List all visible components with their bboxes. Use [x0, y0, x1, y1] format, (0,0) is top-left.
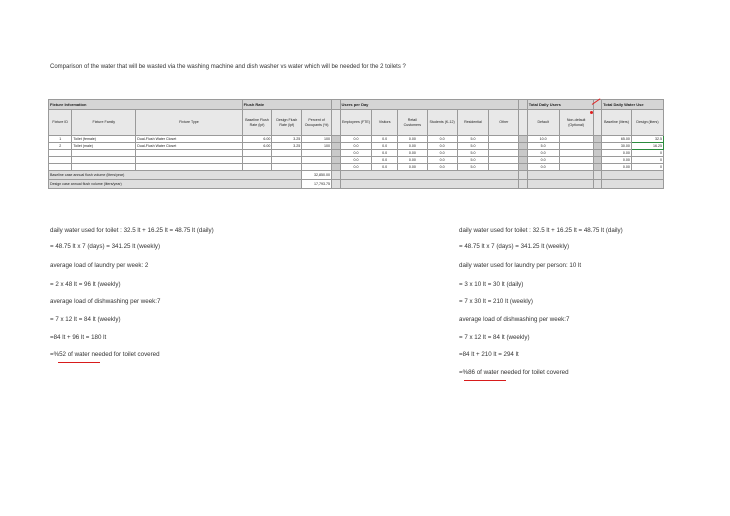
table-cell[interactable]: 3.25 [272, 136, 302, 143]
table-row [49, 143, 664, 150]
left-calc-line: = 7 x 12 lt = 84 lt (weekly) [50, 316, 121, 323]
table-cell[interactable] [72, 164, 136, 171]
table-cell[interactable] [49, 157, 72, 164]
left-calc-line: daily water used for toilet : 32.5 lt + 16.25 lt = 48.75 lt (daily) [50, 227, 214, 234]
table-cell[interactable] [72, 157, 136, 164]
table-cell[interactable]: 6.00 [242, 136, 272, 143]
table-cell[interactable] [272, 150, 302, 157]
summary-value[interactable]: 17,793.75 [302, 180, 332, 189]
table-cell[interactable]: 0.0 [372, 157, 398, 164]
table-cell[interactable]: 0.00 [397, 143, 427, 150]
table-cell[interactable]: 32.5 [631, 136, 663, 143]
table-cell[interactable]: 0.00 [397, 164, 427, 171]
table-cell[interactable] [559, 164, 593, 171]
group-users: Users per Day [340, 100, 519, 110]
table-cell[interactable]: 0.0 [527, 150, 559, 157]
summary-label: Baseline case annual flush volume (liters/year) [49, 171, 302, 180]
group-header-row [49, 100, 664, 110]
right-calc-line: = 7 x 12 lt = 84 lt (weekly) [459, 334, 530, 341]
table-cell[interactable]: 0.0 [340, 157, 372, 164]
table-cell[interactable]: Dual-Flush Water Closet [136, 143, 242, 150]
water-use-worksheet [48, 99, 664, 189]
table-cell[interactable] [559, 143, 593, 150]
table-cell[interactable]: 0.00 [602, 164, 632, 171]
right-calc-line: = 48.75 lt x 7 (days) = 341.25 lt (weekly) [459, 243, 570, 250]
col-design-rate: Design Flush Rate (lpf) [272, 110, 302, 136]
column-header-row [49, 110, 664, 136]
table-cell[interactable]: 5.0 [457, 157, 489, 164]
table-cell[interactable]: 0.0 [340, 143, 372, 150]
table-cell[interactable] [49, 150, 72, 157]
table-cell[interactable] [559, 150, 593, 157]
table-cell[interactable]: 0 [631, 157, 663, 164]
table-cell[interactable]: 0.0 [427, 157, 457, 164]
table-row [49, 136, 664, 143]
col-retail: Retail Customers [397, 110, 427, 136]
table-cell[interactable]: 5.0 [527, 143, 559, 150]
summary-label: Design case annual flush volume (liters/year) [49, 180, 302, 189]
table-cell[interactable] [489, 143, 519, 150]
left-calc-line: average load of laundry per week: 2 [50, 262, 149, 269]
group-flush: Flush Rate [242, 100, 331, 110]
right-calc-line: average load of dishwashing per week:7 [459, 316, 570, 323]
right-calc-line: daily water used for laundry per person: 10 lt [459, 262, 582, 269]
table-row [49, 164, 664, 171]
group-total-users: Total Daily Users [527, 100, 593, 110]
group-fixture: Fixture Information [49, 100, 243, 110]
table-cell[interactable]: Toilet (male) [72, 143, 136, 150]
right-calc-line: daily water used for toilet : 32.5 lt + 16.25 lt = 48.75 lt (daily) [459, 227, 623, 234]
table-cell[interactable] [242, 150, 272, 157]
table-cell[interactable]: 16.25 [631, 143, 663, 150]
table-cell[interactable] [489, 157, 519, 164]
right-calc-line: = 7 x 30 lt = 210 lt (weekly) [459, 298, 533, 305]
col-percent: Percent of Occupants (%) [302, 110, 332, 136]
annotation-dot [590, 111, 593, 114]
table-cell[interactable]: 0.0 [340, 164, 372, 171]
table-cell[interactable]: 0.0 [427, 143, 457, 150]
col-baseline-rate: Baseline Flush Rate (lpf) [242, 110, 272, 136]
table-cell[interactable]: 100 [302, 143, 332, 150]
summary-row [49, 180, 664, 189]
table-cell[interactable]: 0.00 [602, 150, 632, 157]
table-cell[interactable]: 0.0 [427, 164, 457, 171]
table-cell[interactable]: 0.00 [602, 157, 632, 164]
table-cell[interactable] [559, 157, 593, 164]
table-cell[interactable]: 5.0 [457, 164, 489, 171]
left-calc-line: =84 lt + 96 lt = 180 lt [50, 334, 107, 341]
table-cell[interactable] [49, 164, 72, 171]
table-cell[interactable] [136, 164, 242, 171]
table-cell[interactable] [136, 157, 242, 164]
table-cell[interactable]: 0.0 [372, 164, 398, 171]
table-cell[interactable]: 65.00 [602, 136, 632, 143]
table-cell[interactable]: 3.25 [272, 143, 302, 150]
table-cell[interactable] [559, 136, 593, 143]
col-nondefault: Non-default (Optional) [559, 110, 593, 136]
table-cell[interactable]: 0.00 [397, 150, 427, 157]
col-type: Fixture Type [136, 110, 242, 136]
table-cell[interactable]: 0.00 [397, 136, 427, 143]
table-cell[interactable]: Toilet (female) [72, 136, 136, 143]
table-cell[interactable]: 0.0 [527, 164, 559, 171]
table-cell[interactable] [489, 164, 519, 171]
table-cell[interactable] [242, 157, 272, 164]
group-total-water: Total Daily Water Use [602, 100, 664, 110]
table-row [49, 157, 664, 164]
table-cell[interactable] [302, 157, 332, 164]
table-cell[interactable]: 2 [49, 143, 72, 150]
table-cell[interactable]: 0.0 [527, 157, 559, 164]
table-cell[interactable]: 0.0 [340, 136, 372, 143]
left-calc-line: = 2 x 48 lt = 96 lt (weekly) [50, 281, 121, 288]
col-other: Other [489, 110, 519, 136]
col-baseline-liters: Baseline (liters) [602, 110, 632, 136]
col-design-liters: Design (liters) [631, 110, 663, 136]
summary-value[interactable]: 32,850.00 [302, 171, 332, 180]
table-cell[interactable] [302, 150, 332, 157]
table-cell[interactable]: 0.0 [340, 150, 372, 157]
col-family: Fixture Family [72, 110, 136, 136]
table-cell[interactable] [72, 150, 136, 157]
table-cell[interactable]: 1 [49, 136, 72, 143]
table-cell[interactable]: 0 [631, 164, 663, 171]
table-cell[interactable] [272, 157, 302, 164]
table-cell[interactable] [242, 164, 272, 171]
left-calc-line: = 48.75 lt x 7 (days) = 341.25 lt (weekly) [50, 243, 161, 250]
table-cell[interactable] [136, 150, 242, 157]
col-fixture-id: Fixture ID [49, 110, 72, 136]
left-calc-line: =%52 of water needed for toilet covered [50, 351, 160, 358]
table-cell[interactable]: 0 [631, 150, 663, 157]
table-cell[interactable]: 5.0 [457, 136, 489, 143]
col-employees: Employees (FTE) [340, 110, 372, 136]
table-cell[interactable]: 0.00 [397, 157, 427, 164]
table-cell[interactable]: 0.0 [427, 136, 457, 143]
col-visitors: Visitors [372, 110, 398, 136]
table-cell[interactable]: 0.0 [372, 136, 398, 143]
right-calc-line: =%86 of water needed for toilet covered [459, 369, 569, 376]
left-calc-line: average load of dishwashing per week:7 [50, 298, 161, 305]
summary-row [49, 171, 664, 180]
right-calc-line: =84 lt + 210 lt = 294 lt [459, 351, 519, 358]
table-cell[interactable]: 0.0 [372, 150, 398, 157]
table-cell[interactable] [272, 164, 302, 171]
table-cell[interactable]: 0.0 [427, 150, 457, 157]
highlight-underline [58, 362, 100, 363]
table-cell[interactable]: 5.0 [457, 150, 489, 157]
col-residential: Residential [457, 110, 489, 136]
right-calc-line: = 3 x 10 lt = 30 lt (daily) [459, 281, 524, 288]
table-cell[interactable]: Dual-Flush Water Closet [136, 136, 242, 143]
table-cell[interactable]: 0.0 [372, 143, 398, 150]
table-row [49, 150, 664, 157]
table-cell[interactable]: 30.00 [602, 143, 632, 150]
table-cell[interactable]: 5.0 [457, 143, 489, 150]
table-cell[interactable]: 10.0 [527, 136, 559, 143]
col-students: Students (K-12) [427, 110, 457, 136]
table-cell[interactable]: 100 [302, 136, 332, 143]
highlight-underline [464, 380, 506, 381]
page-title: Comparison of the water that will be wasted via the washing machine and dish washer vs water which will be needed for the 2 toilets ? [50, 64, 406, 70]
table-cell[interactable] [489, 136, 519, 143]
table-cell[interactable]: 6.00 [242, 143, 272, 150]
table-cell[interactable] [302, 164, 332, 171]
table-cell[interactable] [489, 150, 519, 157]
col-default: Default [527, 110, 559, 136]
